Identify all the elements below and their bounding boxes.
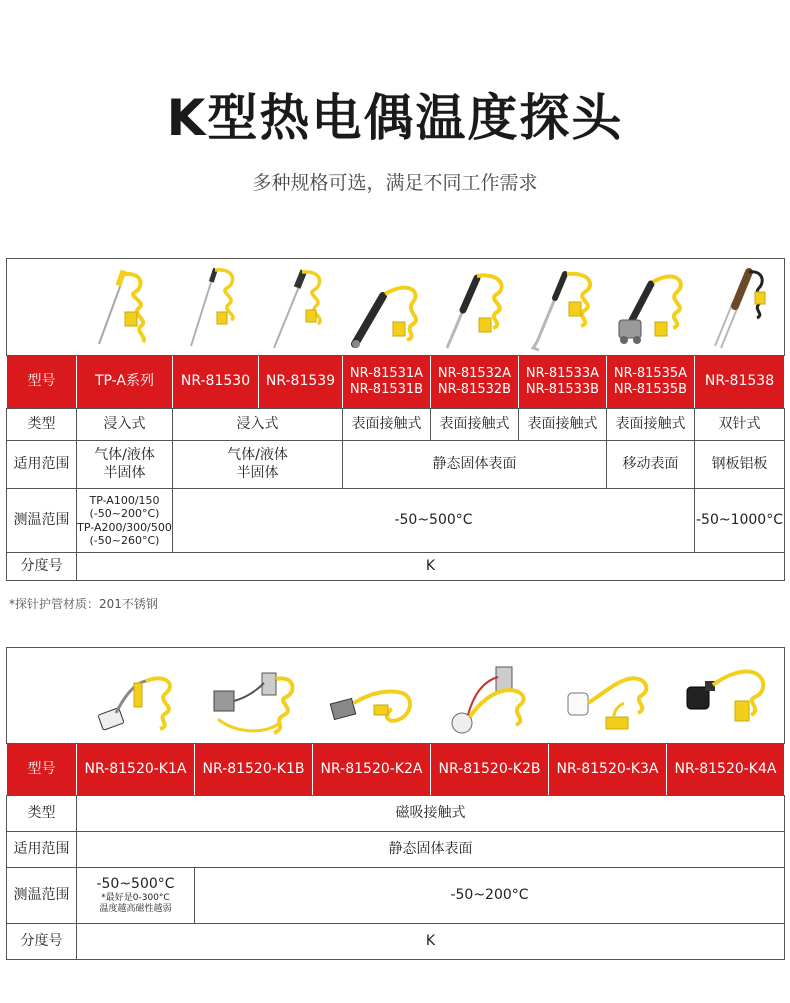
model-cell: NR-81535A NR-81535B [607,356,695,409]
model-cell: NR-81533A NR-81533B [519,356,607,409]
page-title: K型热电偶温度探头 [166,89,624,147]
model-row [7,356,785,409]
row-label-range: 适用范围 [7,832,77,868]
model-row [7,744,785,796]
product-image-k2a [313,648,431,744]
probe-thin-icon [181,262,251,352]
product-image-81539 [259,259,343,356]
type-cell: 浸入式 [173,409,343,441]
product-image-k3a [549,648,667,744]
model-cell: NR-81520-K2B [431,744,549,796]
product-image-k4a [667,648,785,744]
probe-double-needle-icon [699,262,779,352]
row-label-temp: 测温范围 [7,489,77,553]
type-row [7,409,785,441]
temp-cell-k1a: -50~500°C *最好是0-300°C 温度越高磁性越弱 [77,868,195,924]
row-label-grade: 分度号 [7,553,77,581]
model-cell: NR-81530 [173,356,259,409]
model-cell: NR-81539 [259,356,343,409]
magnetic-probe-icon [86,653,186,739]
probe-spec-table-2 [6,647,785,960]
probe-surface-long-icon [435,262,515,352]
range-cell: 气体/液体 半固体 [173,441,343,489]
product-image-81530 [173,259,259,356]
grade-cell: K [77,924,785,960]
model-cell: NR-81520-K1A [77,744,195,796]
product-image-k1a [77,648,195,744]
grade-cell: K [77,553,785,581]
type-cell: 浸入式 [77,409,173,441]
row-label-model: 型号 [7,744,77,796]
probe-roller-icon [611,262,691,352]
temp-row [7,868,785,924]
range-row [7,441,785,489]
model-cell: NR-81531A NR-81531B [343,356,431,409]
product-image-row [7,259,785,356]
row-label-model: 型号 [7,356,77,409]
magnetic-probe-icon [558,653,658,739]
model-cell: NR-81520-K4A [667,744,785,796]
range-cell: 钢板铝板 [695,441,785,489]
type-cell: 表面接触式 [519,409,607,441]
model-cell: NR-81520-K2A [313,744,431,796]
temp-cell-last: -50~1000°C [695,489,785,553]
probe-surface-icon [347,262,427,352]
range-cell: 静态固体表面 [343,441,607,489]
type-row [7,796,785,832]
temp-cell-main: -50~200°C [195,868,785,924]
magnetic-probe-icon [675,653,775,739]
range-row [7,832,785,868]
probe-straight-icon [85,262,165,352]
range-cell: 移动表面 [607,441,695,489]
type-cell: 表面接触式 [607,409,695,441]
model-cell: NR-81520-K3A [549,744,667,796]
probe-needle-icon [266,262,336,352]
product-image-tpa [77,259,173,356]
grade-row [7,553,785,581]
probe-spec-table-1 [6,258,785,581]
range-cell: 气体/液体 半固体 [77,441,173,489]
row-label-temp: 测温范围 [7,868,77,924]
magnetic-probe-icon [440,653,540,739]
material-note: *探针护管材质：201不锈钢 [9,597,158,611]
model-cell: NR-81532A NR-81532B [431,356,519,409]
product-image-row [7,648,785,744]
product-image-81538 [695,259,785,356]
row-label-range: 适用范围 [7,441,77,489]
model-cell: NR-81520-K1B [195,744,313,796]
type-cell: 表面接触式 [431,409,519,441]
type-cell: 双针式 [695,409,785,441]
model-cell: TP-A系列 [77,356,173,409]
magnetic-probe-icon [322,653,422,739]
product-image-81531 [343,259,431,356]
range-cell: 静态固体表面 [77,832,785,868]
product-image-k2b [431,648,549,744]
row-label-type: 类型 [7,796,77,832]
temp-cell-tpa: TP-A100/150 (-50~200°C) TP-A200/300/500 (-50~260°C) [77,489,173,553]
page-subtitle: 多种规格可选，满足不同工作需求 [252,172,538,194]
temp-row [7,489,785,553]
product-image-81532 [431,259,519,356]
type-cell: 表面接触式 [343,409,431,441]
type-cell: 磁吸接触式 [77,796,785,832]
row-label-grade: 分度号 [7,924,77,960]
row-label-type: 类型 [7,409,77,441]
model-cell: NR-81538 [695,356,785,409]
magnetic-probe-icon [204,653,304,739]
product-image-81533 [519,259,607,356]
product-image-k1b [195,648,313,744]
temp-cell-main: -50~500°C [173,489,695,553]
product-image-81535 [607,259,695,356]
grade-row [7,924,785,960]
probe-bent-icon [523,262,603,352]
